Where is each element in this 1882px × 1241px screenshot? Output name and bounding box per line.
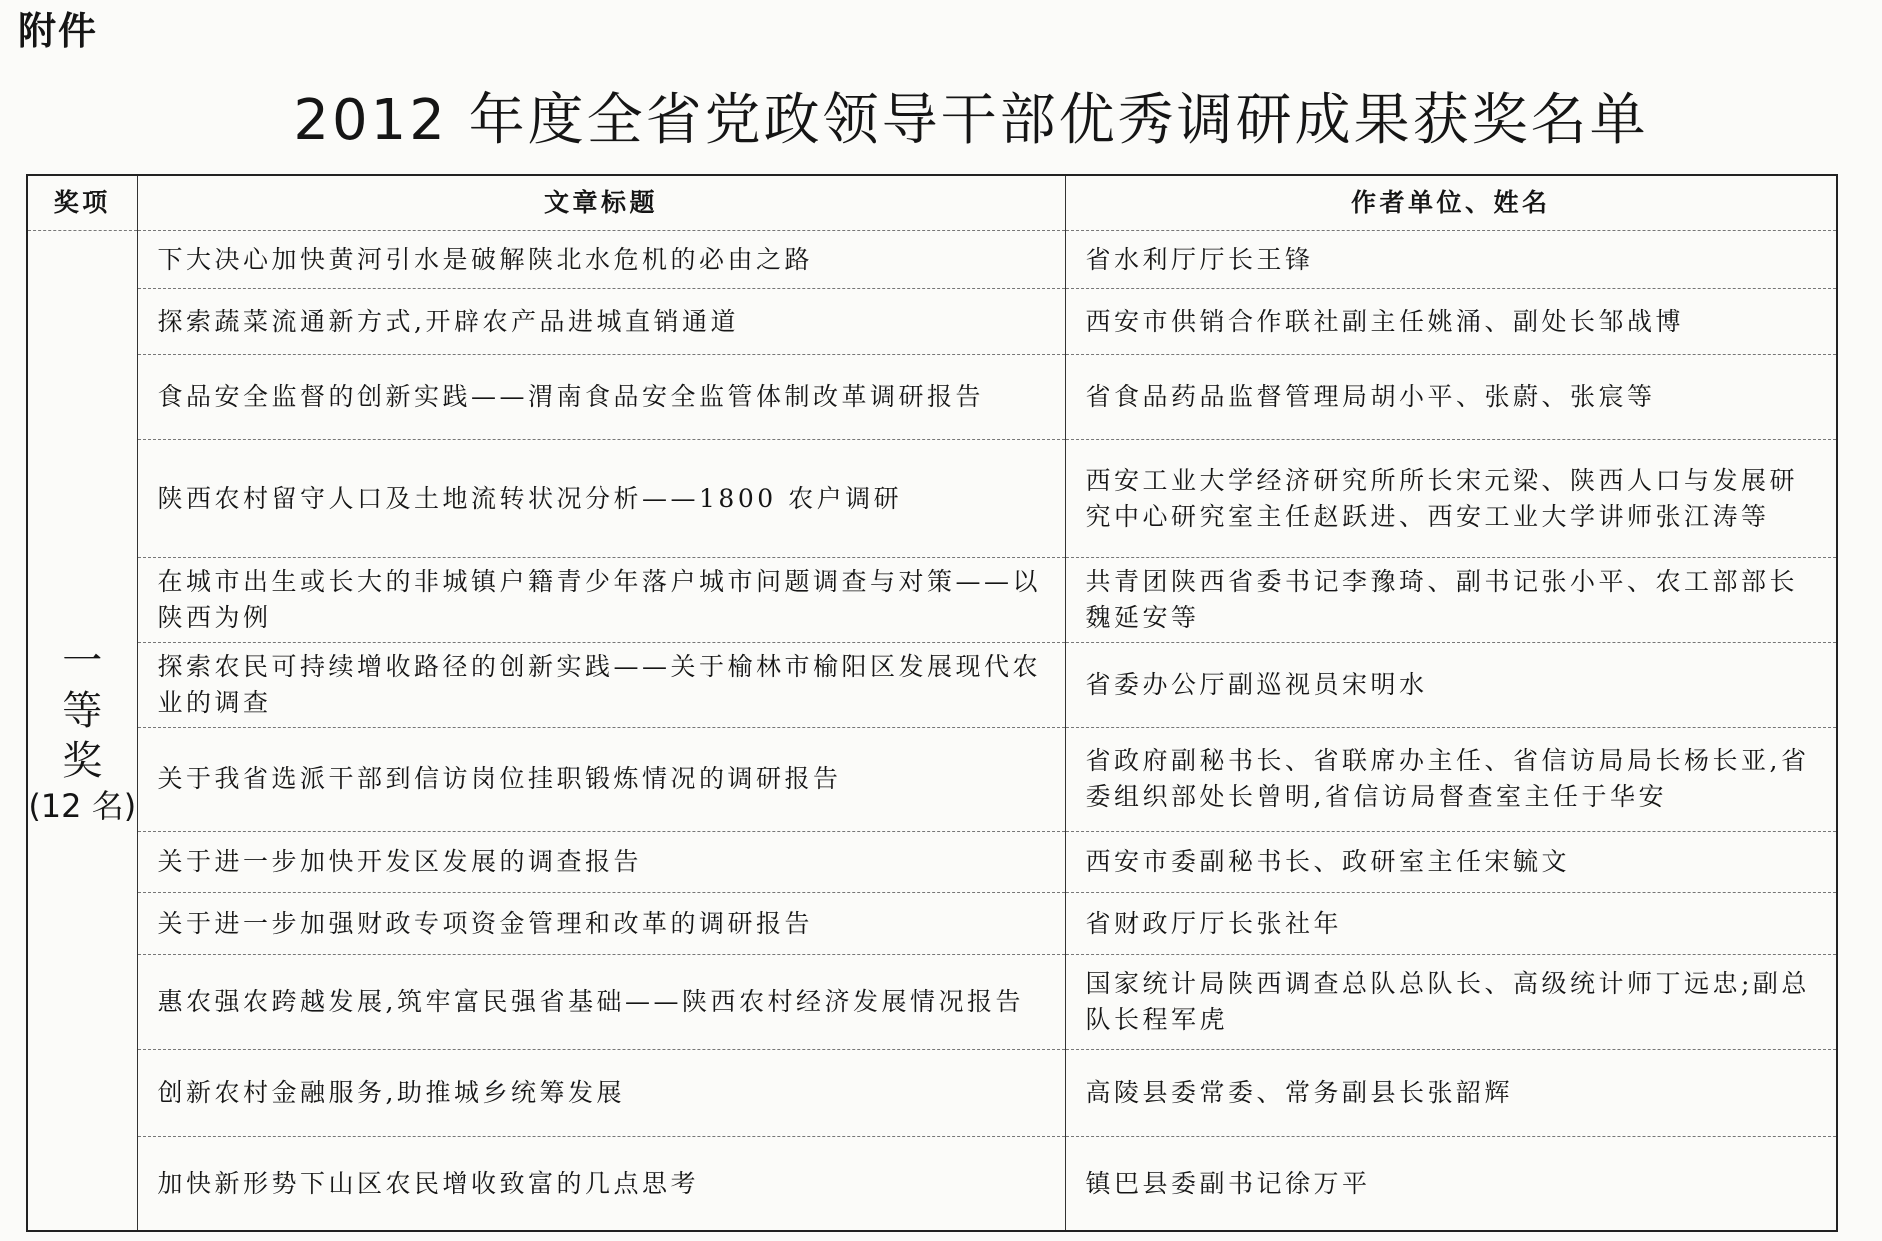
- document-title: 2012 年度全省党政领导干部优秀调研成果获奖名单: [293, 88, 1649, 153]
- table-header-row: [27, 175, 1837, 231]
- table-row: [27, 954, 1837, 1049]
- article-title-cell: 在城市出生或长大的非城镇户籍青少年落户城市问题调查与对策——以陕西为例: [137, 558, 1065, 643]
- author-cell: 高陵县委常委、常务副县长张韶辉: [1065, 1050, 1837, 1137]
- table-row: [27, 231, 1837, 289]
- table-row: [27, 893, 1837, 954]
- article-title-cell: 关于我省选派干部到信访岗位挂职锻炼情况的调研报告: [137, 728, 1065, 832]
- article-title-cell: 食品安全监督的创新实践——渭南食品安全监管体制改革调研报告: [137, 354, 1065, 439]
- author-cell: 共青团陕西省委书记李豫琦、副书记张小平、农工部部长魏延安等: [1065, 558, 1837, 643]
- author-cell: 西安市委副秘书长、政研室主任宋毓文: [1065, 831, 1837, 892]
- header-article-title: 文章标题: [137, 175, 1065, 231]
- header-award: 奖项: [27, 175, 137, 231]
- award-table: [26, 174, 1838, 1232]
- header-author: 作者单位、姓名: [1065, 175, 1837, 231]
- table-row: [27, 289, 1837, 355]
- table-row: [27, 354, 1837, 439]
- author-cell: 省水利厅厅长王锋: [1065, 231, 1837, 289]
- article-title-cell: 创新农村金融服务,助推城乡统筹发展: [137, 1050, 1065, 1137]
- author-cell: 省食品药品监督管理局胡小平、张蔚、张宸等: [1065, 354, 1837, 439]
- author-cell: 西安工业大学经济研究所所长宋元梁、陕西人口与发展研究中心研究室主任赵跃进、西安工业大学讲师张江涛等: [1065, 439, 1837, 558]
- author-cell: 镇巴县委副书记徐万平: [1065, 1137, 1837, 1231]
- table-row: [27, 1050, 1837, 1137]
- attachment-label: 附件: [18, 9, 99, 53]
- table-row: [27, 558, 1837, 643]
- table-row: [27, 643, 1837, 728]
- article-title-cell: 探索蔬菜流通新方式,开辟农产品进城直销通道: [137, 289, 1065, 355]
- table-row: [27, 831, 1837, 892]
- award-level-char: 奖: [62, 737, 103, 784]
- author-cell: 国家统计局陕西调查总队总队长、高级统计师丁远忠;副总队长程军虎: [1065, 954, 1837, 1049]
- table-row: [27, 728, 1837, 832]
- article-title-cell: 探索农民可持续增收路径的创新实践——关于榆林市榆阳区发展现代农业的调查: [137, 643, 1065, 728]
- author-cell: 省政府副秘书长、省联席办主任、省信访局局长杨长亚,省委组织部处长曾明,省信访局督查室主任于华安: [1065, 728, 1837, 832]
- article-title-cell: 陕西农村留守人口及土地流转状况分析——1800 农户调研: [137, 439, 1065, 558]
- award-group-cell: [27, 231, 137, 1232]
- article-title-cell: 加快新形势下山区农民增收致富的几点思考: [137, 1137, 1065, 1231]
- author-cell: 省财政厅厅长张社年: [1065, 893, 1837, 954]
- award-level-char: 等: [62, 687, 103, 734]
- author-cell: 省委办公厅副巡视员宋明水: [1065, 643, 1837, 728]
- award-count: (12 名): [28, 786, 137, 825]
- award-level-char: 一: [62, 637, 103, 684]
- author-cell: 西安市供销合作联社副主任姚涌、副处长邹战博: [1065, 289, 1837, 355]
- article-title-cell: 关于进一步加强财政专项资金管理和改革的调研报告: [137, 893, 1065, 954]
- article-title-cell: 下大决心加快黄河引水是破解陕北水危机的必由之路: [137, 231, 1065, 289]
- article-title-cell: 关于进一步加快开发区发展的调查报告: [137, 831, 1065, 892]
- table-row: [27, 439, 1837, 558]
- article-title-cell: 惠农强农跨越发展,筑牢富民强省基础——陕西农村经济发展情况报告: [137, 954, 1065, 1049]
- table-row: [27, 1137, 1837, 1231]
